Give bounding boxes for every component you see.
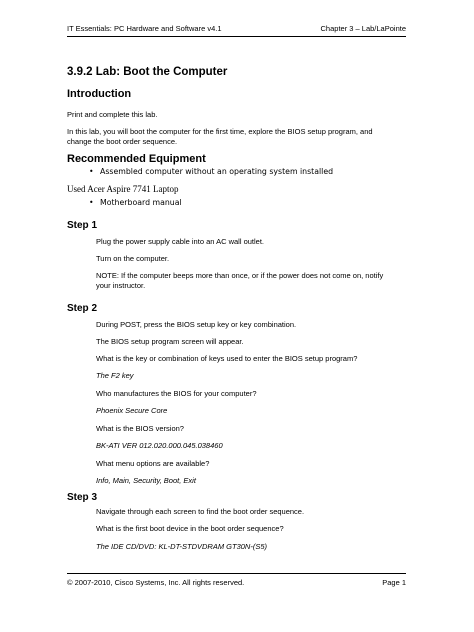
step-2-question-3: What is the BIOS version? xyxy=(96,424,184,433)
step-1-heading: Step 1 xyxy=(67,220,98,231)
equipment-heading: Recommended Equipment xyxy=(67,153,206,165)
step-3-line-1: Navigate through each screen to find the boot order sequence. xyxy=(96,507,305,516)
page-footer xyxy=(67,573,406,587)
bullet-icon: • xyxy=(89,167,94,176)
lab-title: 3.9.2 Lab: Boot the Computer xyxy=(67,66,228,78)
footer-page-number: Page 1 xyxy=(382,578,406,587)
step-2-answer-4: Info, Main, Security, Boot, Exit xyxy=(96,476,196,485)
step-1-note-line-1: NOTE: If the computer beeps more than once, or if the power does not come on, notify xyxy=(96,271,384,280)
step-1-note-line-2: your instructor. xyxy=(96,281,146,290)
bullet-icon: • xyxy=(89,198,94,207)
step-2-answer-2: Phoenix Secure Core xyxy=(96,406,168,415)
step-2-line-2: The BIOS setup program screen will appear. xyxy=(96,337,244,346)
equipment-bullet-2-text: Motherboard manual xyxy=(100,198,182,207)
step-1-line-1: Plug the power supply cable into an AC wall outlet. xyxy=(96,237,265,246)
footer-copyright: © 2007-2010, Cisco Systems, Inc. All rights reserved. xyxy=(67,578,245,587)
equipment-bullet-2 xyxy=(89,198,182,207)
step-2-question-4: What menu options are available? xyxy=(96,459,210,468)
step-2-question-2: Who manufactures the BIOS for your computer? xyxy=(96,389,257,398)
step-2-heading: Step 2 xyxy=(67,303,98,314)
step-1-line-2: Turn on the computer. xyxy=(96,254,170,263)
equipment-bullet-1-text: Assembled computer without an operating system installed xyxy=(100,167,334,176)
step-2-answer-3: BK-ATI VER 012.020.000.045.038460 xyxy=(96,441,223,450)
step-2-answer-1: The F2 key xyxy=(96,371,134,380)
step-3-answer-1: The IDE CD/DVD: KL-DT-STDVDRAM GT30N-(S5) xyxy=(96,542,267,551)
step-3-question-1: What is the first boot device in the boot order sequence? xyxy=(96,524,284,533)
introduction-heading: Introduction xyxy=(67,88,132,100)
equipment-bullet-1 xyxy=(89,167,333,176)
step-3-heading: Step 3 xyxy=(67,492,98,503)
introduction-paragraph-1: Print and complete this lab. xyxy=(67,110,158,119)
header-chapter: Chapter 3 – Lab/LaPointe xyxy=(320,24,406,33)
step-2-line-1: During POST, press the BIOS setup key or key combination. xyxy=(96,320,297,329)
introduction-paragraph-2-line-1: In this lab, you will boot the computer for the first time, explore the BIOS setup program, and xyxy=(67,127,373,136)
header-course-title: IT Essentials: PC Hardware and Software v4.1 xyxy=(67,24,222,33)
page-header xyxy=(67,24,406,37)
equipment-note: Used Acer Aspire 7741 Laptop xyxy=(67,184,179,194)
introduction-paragraph-2-line-2: change the boot order sequence. xyxy=(67,137,178,146)
step-2-question-1: What is the key or combination of keys used to enter the BIOS setup program? xyxy=(96,354,358,363)
